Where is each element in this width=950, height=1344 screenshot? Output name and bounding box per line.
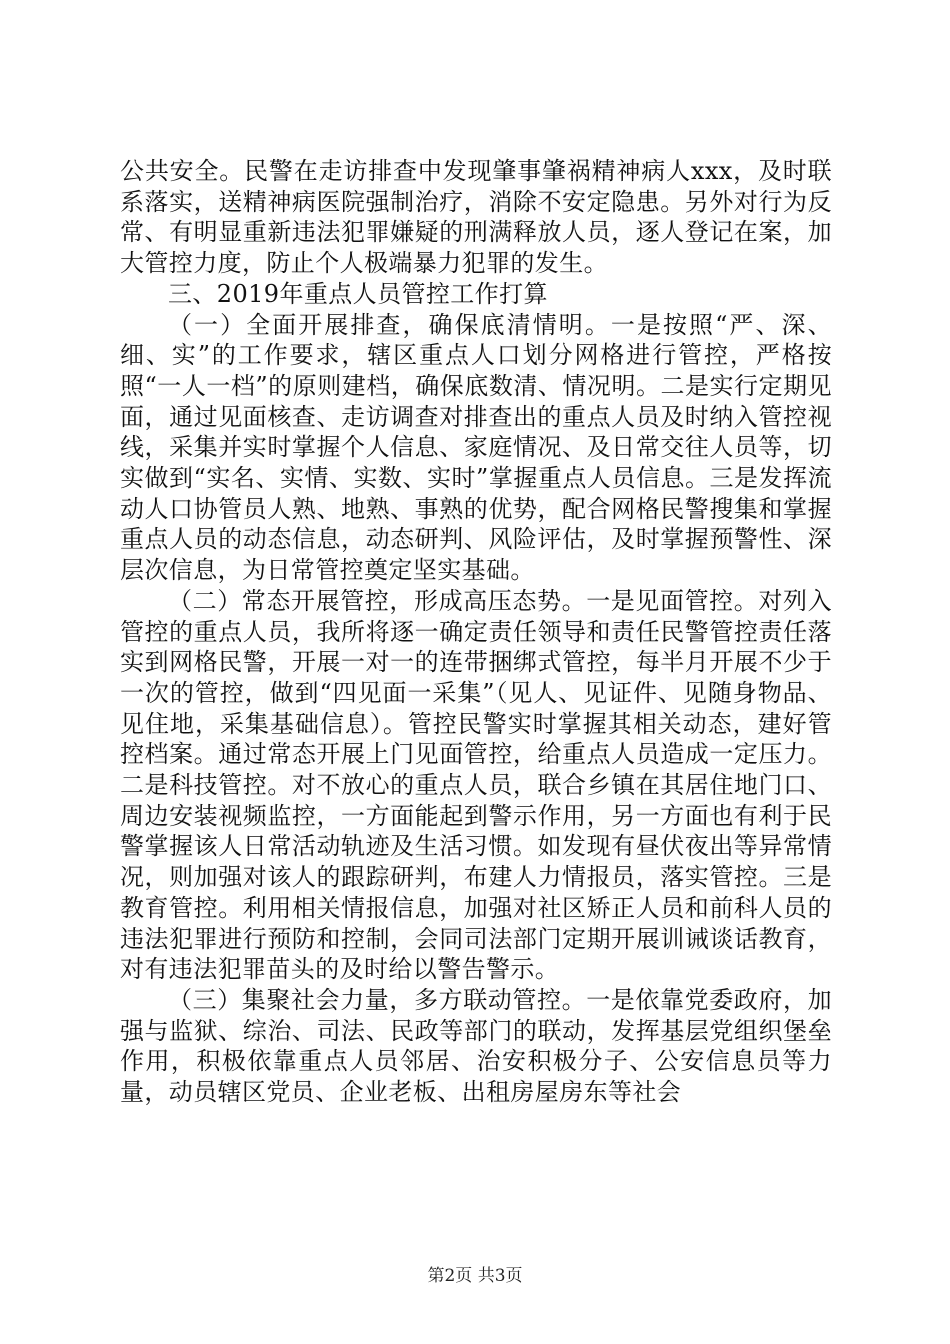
page-number-footer: 第2页 共3页 — [427, 1266, 523, 1286]
document-body — [120, 156, 832, 1108]
paragraph-item-3: （三）集聚社会力量，多方联动管控。一是依靠党委政府，加强与监狱、综治、司法、民政等部门的联动，发挥基层党组织堡垒作用，积极依靠重点人员邻居、治安积极分子、公安信息员等力量，动员辖区党员、企业老板、出租房屋房东等社会 — [120, 985, 832, 1107]
section-heading: 三、2019年重点人员管控工作打算 — [168, 279, 548, 308]
paragraph-item-2: （二）常态开展管控，形成高压态势。一是见面管控。对列入管控的重点人员，我所将逐一确定责任领导和责任民警管控责任落实到网格民警，开展一对一的连带捆绑式管控，每半月开展不少于一次的管控，做到“四见面一采集”（见人、见证件、见随身物品、见住地，采集基础信息）。管控民警实时掌握其相关动态，建好管控档案。通过常态开展上门见面管控，给重点人员造成一定压力。二是科技管控。对不放心的重点人员，联合乡镇在其居住地门口、周边安装视频监控，一方面能起到警示作用，另一方面也有利于民警掌握该人日常活动轨迹及生活习惯。如发现有昼伏夜出等异常情况，则加强对该人的跟踪研判，布建人力情报员，落实管控。三是教育管控。利用相关情报信息，加强对社区矫正人员和前科人员的违法犯罪进行预防和控制，会同司法部门定期开展训诫谈话教育，对有违法犯罪苗头的及时给以警告警示。 — [120, 586, 832, 984]
paragraph-item-1: （一）全面开展排查，确保底清情明。一是按照“严、深、细、实”的工作要求，辖区重点人口划分网格进行管控，严格按照“一人一档”的原则建档，确保底数清、情况明。二是实行定期见面，通过见面核查、走访调查对排查出的重点人员及时纳入管控视线，采集并实时掌握个人信息、家庭情况、及日常交往人员等，切实做到“实名、实情、实数、实时”掌握重点人员信息。三是发挥流动人口协管员人熟、地熟、事熟的优势，配合网格民警搜集和掌握重点人员的动态信息，动态研判、风险评估，及时掌握预警性、深层次信息，为日常管控奠定坚实基础。 — [120, 310, 832, 585]
paragraph-continuation: 公共安全。民警在走访排查中发现肇事肇祸精神病人xxx，及时联系落实，送精神病医院强制治疗，消除不安定隐患。另外对行为反常、有明显重新违法犯罪嫌疑的刑满释放人员，逐人登记在案，加大管控力度，防止个人极端暴力犯罪的发生。 — [120, 157, 832, 278]
